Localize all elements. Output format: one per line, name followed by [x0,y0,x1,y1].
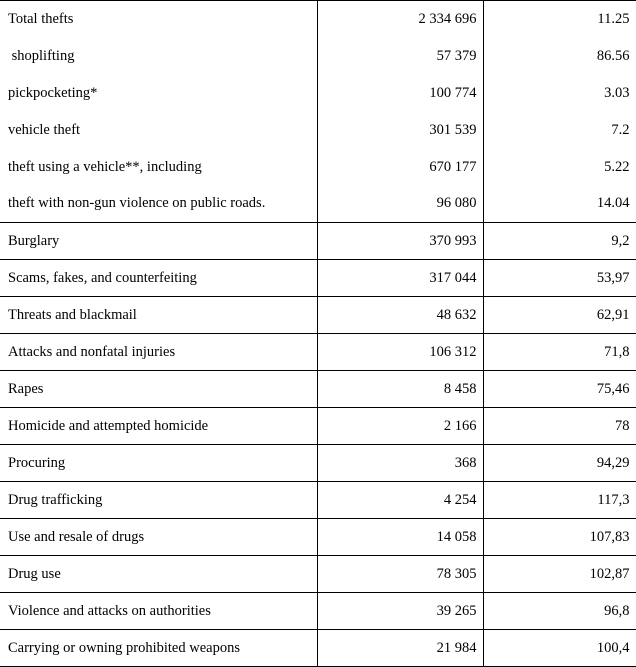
offense-count: 96 080 [317,186,483,223]
offense-count: 317 044 [317,260,483,297]
offense-rate: 14.04 [483,186,636,223]
offense-rate: 96,8 [483,593,636,630]
table-row [0,334,636,371]
offense-label: Drug trafficking [0,482,317,519]
offense-label: Procuring [0,445,317,482]
offense-count: 14 058 [317,519,483,556]
table-row [0,445,636,482]
table-row [0,38,636,75]
offense-count: 100 774 [317,75,483,112]
offense-label: Attacks and nonfatal injuries [0,334,317,371]
offense-count: 2 166 [317,408,483,445]
offense-label: Carrying or owning prohibited weapons [0,630,317,667]
offense-rate: 3.03 [483,75,636,112]
offense-count: 670 177 [317,149,483,186]
offense-count: 370 993 [317,223,483,260]
offense-label: Burglary [0,223,317,260]
offense-rate: 107,83 [483,519,636,556]
offense-count: 57 379 [317,38,483,75]
table-row [0,1,636,38]
offense-label: theft using a vehicle**, including [0,149,317,186]
offense-rate: 86.56 [483,38,636,75]
offense-rate: 102,87 [483,556,636,593]
offense-label: Scams, fakes, and counterfeiting [0,260,317,297]
offense-rate: 94,29 [483,445,636,482]
offense-count: 21 984 [317,630,483,667]
offense-count: 8 458 [317,371,483,408]
offense-label: shoplifting [0,38,317,75]
offense-rate: 78 [483,408,636,445]
offense-rate: 9,2 [483,223,636,260]
table-row [0,519,636,556]
offense-rate: 117,3 [483,482,636,519]
offense-count: 48 632 [317,297,483,334]
offense-label: theft with non-gun violence on public roads. [0,186,317,223]
offense-label: Total thefts [0,1,317,38]
offense-rate: 75,46 [483,371,636,408]
table-row [0,260,636,297]
offense-rate: 5.22 [483,149,636,186]
offense-count: 2 334 696 [317,1,483,38]
offense-label: Homicide and attempted homicide [0,408,317,445]
offense-label: vehicle theft [0,112,317,149]
offense-rate: 100,4 [483,630,636,667]
table-row [0,297,636,334]
table-row [0,75,636,112]
offense-count: 78 305 [317,556,483,593]
table-row [0,556,636,593]
table-row [0,186,636,223]
offense-count: 301 539 [317,112,483,149]
offense-label: Violence and attacks on authorities [0,593,317,630]
offense-label: Drug use [0,556,317,593]
offense-rate: 62,91 [483,297,636,334]
table-row [0,408,636,445]
offense-label: pickpocketing* [0,75,317,112]
offense-rate: 71,8 [483,334,636,371]
table-row [0,371,636,408]
offense-count: 106 312 [317,334,483,371]
offense-count: 39 265 [317,593,483,630]
offense-rate: 53,97 [483,260,636,297]
offense-count: 368 [317,445,483,482]
offense-rate: 7.2 [483,112,636,149]
table-row [0,149,636,186]
offense-label: Rapes [0,371,317,408]
table-row [0,112,636,149]
offense-count: 4 254 [317,482,483,519]
table-row [0,223,636,260]
table-row [0,482,636,519]
offense-label: Use and resale of drugs [0,519,317,556]
offense-label: Threats and blackmail [0,297,317,334]
table-row [0,593,636,630]
table-row [0,630,636,667]
offense-rate: 11.25 [483,1,636,38]
